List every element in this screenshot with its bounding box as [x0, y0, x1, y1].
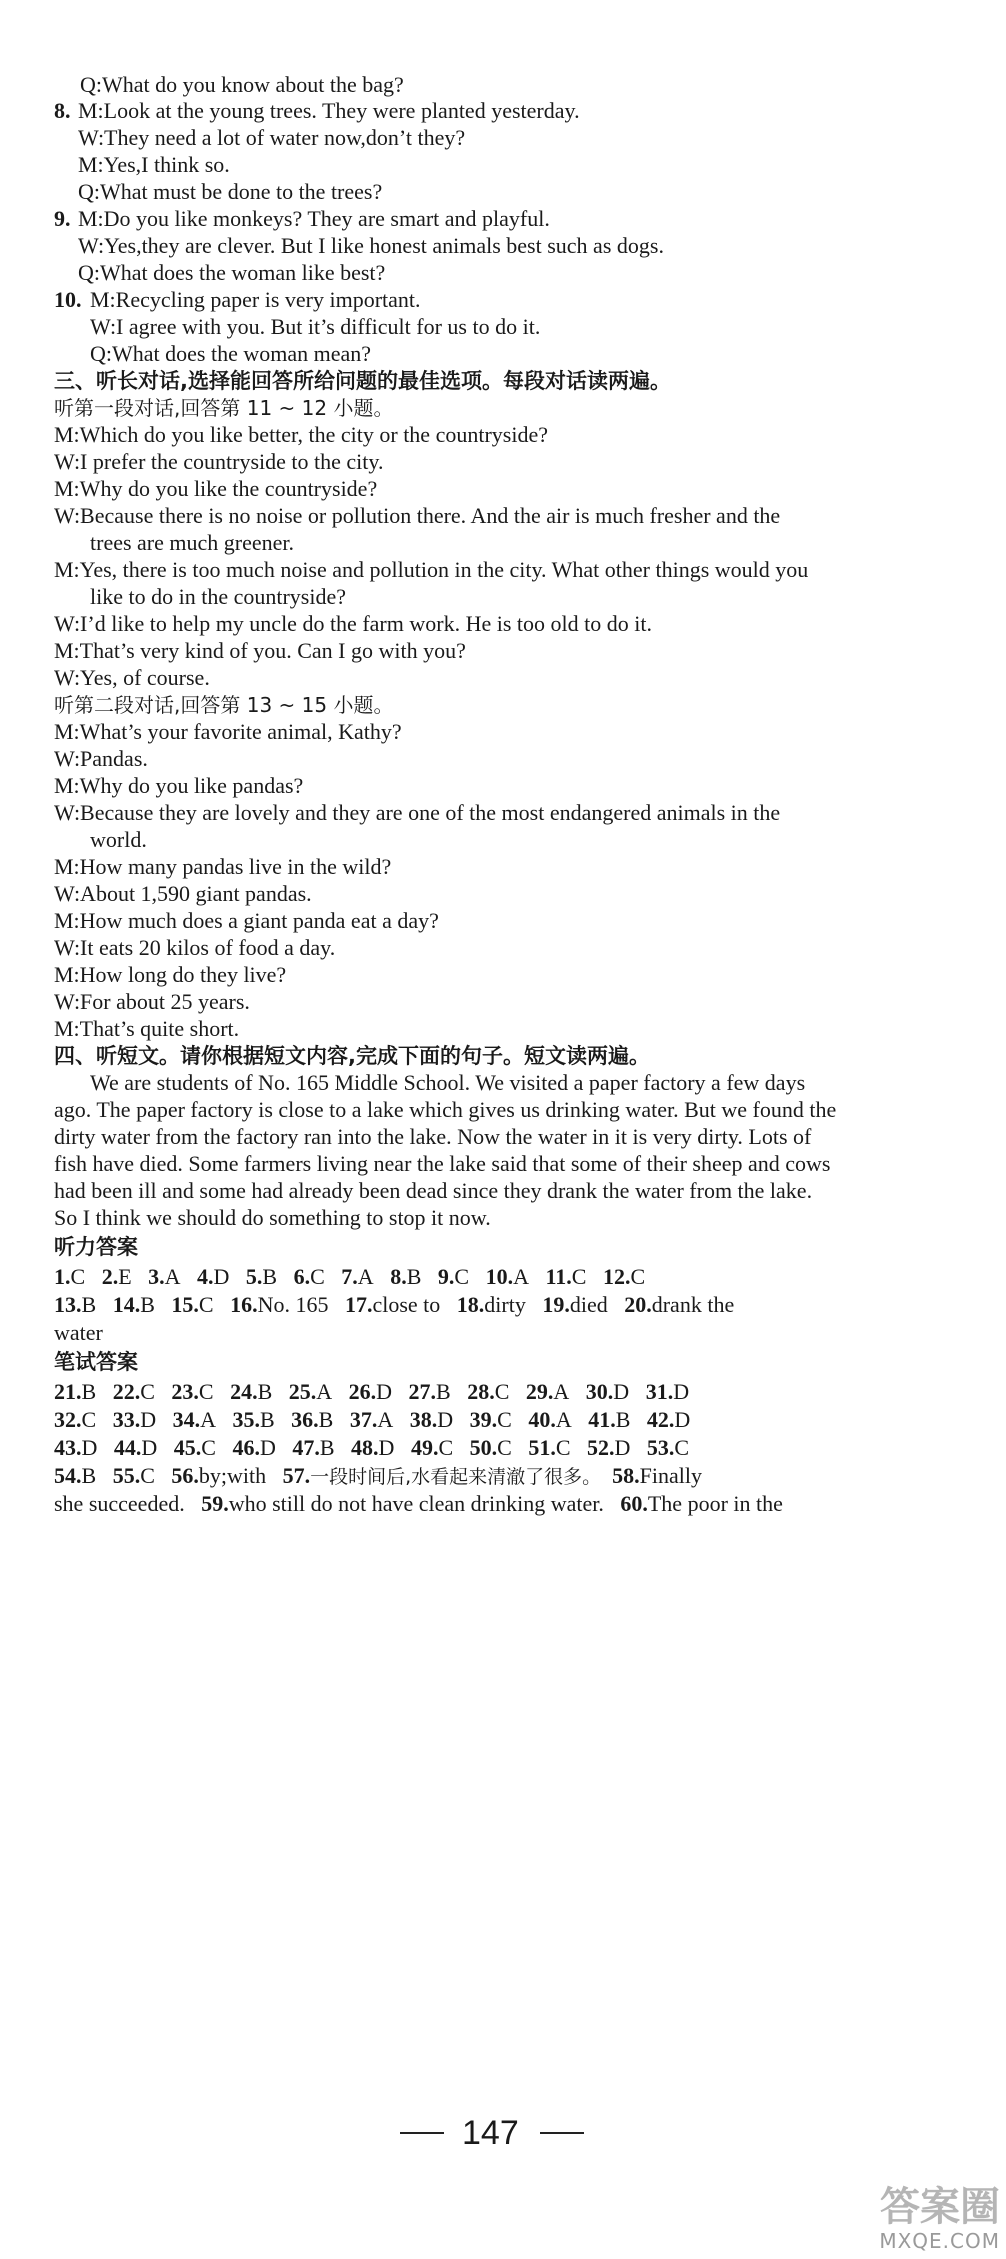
line: world.: [90, 827, 147, 852]
answer-val: Finally: [639, 1463, 702, 1488]
page-number-rule-right: [540, 2132, 584, 2134]
answer-val: B: [319, 1435, 335, 1460]
answer-val: A: [377, 1407, 394, 1432]
line: W:Because there is no noise or pollution there. And the air is much fresher and the: [54, 503, 781, 528]
answer-num: 37.: [349, 1407, 378, 1432]
answer-val: C: [140, 1379, 155, 1404]
line: trees are much greener.: [90, 530, 294, 555]
answer-num: 18.: [456, 1292, 485, 1317]
answer-val: drank the: [651, 1292, 735, 1317]
line: M:How long do they live?: [54, 962, 287, 987]
answer-val: D: [378, 1435, 395, 1460]
line: W:It eats 20 kilos of food a day.: [54, 935, 336, 960]
answer-val: A: [316, 1379, 333, 1404]
answer-val: C: [555, 1435, 571, 1460]
line: M:How much does a giant panda eat a day?: [54, 908, 439, 933]
answer-num: 39.: [469, 1407, 498, 1432]
answer-val: D: [614, 1435, 631, 1460]
line: M:How many pandas live in the wild?: [54, 854, 392, 879]
answer-num: 43.: [54, 1435, 82, 1460]
answer-val: B: [259, 1407, 275, 1432]
answer-num: 60.: [620, 1491, 648, 1516]
answer-num: 1.: [54, 1264, 71, 1289]
answer-val: D: [213, 1264, 230, 1289]
answer-num: 11.: [545, 1264, 572, 1289]
written-answers-title: 笔试答案: [54, 1350, 138, 1374]
line: W:I’d like to help my uncle do the farm work. He is too old to do it.: [54, 611, 652, 636]
answer-num: 48.: [351, 1435, 379, 1460]
answer-val: close to: [372, 1292, 441, 1317]
answer-num: 19.: [542, 1292, 570, 1317]
answer-val: by;with: [198, 1463, 267, 1488]
answer-val: D: [259, 1435, 276, 1460]
answer-val: D: [674, 1407, 691, 1432]
page-number-rule-left: [400, 2132, 444, 2134]
answer-val: D: [376, 1379, 393, 1404]
answer-num: 34.: [172, 1407, 201, 1432]
line-q-bag: Q:What do you know about the bag?: [80, 72, 404, 97]
passage-line: dirty water from the factory ran into the lake. Now the water in it is very dirty. Lots of: [54, 1124, 812, 1149]
answer-num: 4.: [197, 1264, 214, 1289]
answer-num: 55.: [112, 1463, 141, 1488]
answer-num: 8.: [390, 1264, 407, 1289]
answer-val: B: [436, 1379, 451, 1404]
answer-num: 49.: [410, 1435, 439, 1460]
answer-num: 3.: [148, 1264, 165, 1289]
answer-num: 46.: [232, 1435, 260, 1460]
answer-val: C: [438, 1435, 454, 1460]
answer-val: B: [81, 1463, 97, 1488]
line: M:Which do you like better, the city or the countryside?: [54, 422, 548, 447]
answer-num: 23.: [171, 1379, 199, 1404]
answer-val: C: [494, 1379, 510, 1404]
answer-val: B: [81, 1292, 97, 1317]
answer-num: 54.: [54, 1463, 82, 1488]
answer-row: [54, 1262, 645, 1292]
answer-num: 47.: [292, 1435, 320, 1460]
answer-num: 17.: [344, 1292, 373, 1317]
answer-val: A: [553, 1379, 570, 1404]
answer-wrap: water: [54, 1320, 103, 1345]
answer-num: 40.: [528, 1407, 556, 1432]
answer-num: 27.: [408, 1379, 437, 1404]
answer-num: 25.: [288, 1379, 317, 1404]
line: M:Yes, there is too much noise and pollution in the city. What other things would you: [54, 557, 809, 582]
line: M:Why do you like pandas?: [54, 773, 304, 798]
line: M:Yes,I think so.: [78, 152, 230, 177]
line: M:Do you like monkeys? They are smart and playful.: [78, 206, 550, 231]
answer-val: B: [257, 1379, 273, 1404]
answer-num: 53.: [646, 1435, 675, 1460]
answer-num: 36.: [291, 1407, 319, 1432]
line: M:Why do you like the countryside?: [54, 476, 378, 501]
answer-num: 31.: [645, 1379, 674, 1404]
answer-num: 9.: [437, 1264, 455, 1289]
answer-val: A: [164, 1264, 181, 1289]
answer-val: she succeeded.: [54, 1491, 185, 1516]
answer-row: [54, 1405, 690, 1435]
watermark: [879, 2185, 1000, 2253]
answer-val: A: [513, 1264, 529, 1289]
answer-num: 29.: [525, 1379, 554, 1404]
line: Q:What does the woman like best?: [78, 260, 386, 285]
answer-val: D: [140, 1407, 157, 1432]
answer-val: C: [198, 1292, 214, 1317]
answer-row: [54, 1461, 702, 1492]
answer-val: D: [81, 1435, 98, 1460]
answer-num: 13.: [54, 1292, 82, 1317]
watermark-logo: 答案圈: [880, 2184, 1000, 2230]
line: like to do in the countryside?: [90, 584, 346, 609]
line: W:Yes,they are clever. But I like honest animals best such as dogs.: [78, 233, 664, 258]
answer-val: B: [81, 1379, 97, 1404]
answer-row: [54, 1377, 689, 1407]
answer-val: D: [613, 1379, 630, 1404]
page-number: 147: [462, 2114, 519, 2152]
answer-num: 38.: [409, 1407, 438, 1432]
answer-val: B: [406, 1264, 422, 1289]
line: M:What’s your favorite animal, Kathy?: [54, 719, 402, 744]
line: Q:What does the woman mean?: [90, 341, 372, 366]
answer-num: 56.: [171, 1463, 199, 1488]
answer-num: 12.: [602, 1264, 631, 1289]
answer-val: D: [437, 1407, 454, 1432]
section-heading-4: 四、听短文。请你根据短文内容,完成下面的句子。短文读两遍。: [54, 1044, 650, 1068]
answer-val: A: [200, 1407, 216, 1432]
answer-num: 58.: [612, 1463, 640, 1488]
line: Q:What must be done to the trees?: [78, 179, 383, 204]
answer-num: 2.: [101, 1264, 119, 1289]
answer-val: D: [141, 1435, 158, 1460]
answer-num: 14.: [112, 1292, 141, 1317]
answer-num: 50.: [469, 1435, 498, 1460]
answer-val: A: [555, 1407, 572, 1432]
answer-val: C: [310, 1264, 325, 1289]
answer-row: [54, 1290, 734, 1320]
answer-val: who still do not have clean drinking water.: [228, 1491, 604, 1516]
answer-val: C: [497, 1435, 512, 1460]
line: W:About 1,590 giant pandas.: [54, 881, 312, 906]
answer-num: 35.: [232, 1407, 260, 1432]
answer-row: [54, 1489, 783, 1519]
answer-val: B: [140, 1292, 155, 1317]
answer-num: 28.: [467, 1379, 495, 1404]
passage-line: fish have died. Some farmers living near the lake said that some of their sheep and cows: [54, 1151, 831, 1176]
answer-num: 44.: [113, 1435, 142, 1460]
line: W:They need a lot of water now,don’t they?: [78, 125, 466, 150]
answer-num: 7.: [341, 1264, 358, 1289]
question-number: 10.: [54, 287, 82, 312]
answer-val: C: [674, 1435, 690, 1460]
answer-num: 59.: [201, 1491, 229, 1516]
line: M:Recycling paper is very important.: [90, 287, 421, 312]
answer-val: C: [140, 1463, 155, 1488]
answer-val: dirty: [484, 1292, 526, 1317]
line: W:Because they are lovely and they are one of the most endangered animals in the: [54, 800, 781, 825]
answer-num: 16.: [230, 1292, 258, 1317]
answer-val: C: [454, 1264, 470, 1289]
answer-val: C: [201, 1435, 216, 1460]
line: W:I prefer the countryside to the city.: [54, 449, 384, 474]
answer-num: 26.: [348, 1379, 377, 1404]
answer-val: C: [497, 1407, 512, 1432]
subheading-2: 听第二段对话,回答第 13 ~ 15 小题。: [54, 693, 394, 717]
passage-line: had been ill and some had already been dead since they drank the water from the lake.: [54, 1178, 813, 1203]
question-number: 9.: [54, 206, 71, 231]
line: W:Yes, of course.: [54, 665, 210, 690]
answer-num: 5.: [245, 1264, 263, 1289]
question-number: 8.: [54, 98, 71, 123]
answer-val: 一段时间后,水看起来清澈了很多。: [310, 1466, 602, 1488]
answer-num: 45.: [173, 1435, 202, 1460]
answer-num: 51.: [528, 1435, 556, 1460]
answer-num: 33.: [112, 1407, 141, 1432]
answer-num: 52.: [587, 1435, 615, 1460]
answer-num: 42.: [646, 1407, 675, 1432]
answer-val: C: [81, 1407, 97, 1432]
answer-val: B: [262, 1264, 278, 1289]
answer-row: [54, 1433, 689, 1463]
answer-num: 6.: [293, 1264, 311, 1289]
line: M:Look at the young trees. They were planted yesterday.: [78, 98, 580, 123]
answer-val: C: [571, 1264, 587, 1289]
answer-num: 22.: [112, 1379, 141, 1404]
line: M:That’s quite short.: [54, 1016, 240, 1041]
watermark-url: MXQE.COM: [879, 2229, 1000, 2253]
line: W:Pandas.: [54, 746, 148, 771]
answer-val: B: [615, 1407, 631, 1432]
answer-val: No. 165: [257, 1292, 329, 1317]
answer-num: 20.: [624, 1292, 652, 1317]
answer-val: C: [630, 1264, 646, 1289]
passage-line: We are students of No. 165 Middle School. We visited a paper factory a few days: [90, 1070, 806, 1095]
answer-num: 10.: [485, 1264, 514, 1289]
answer-num: 15.: [171, 1292, 199, 1317]
subheading-1: 听第一段对话,回答第 11 ~ 12 小题。: [54, 396, 394, 420]
answer-val: D: [673, 1379, 690, 1404]
answer-num: 30.: [585, 1379, 614, 1404]
answer-num: 24.: [230, 1379, 258, 1404]
answer-num: 41.: [588, 1407, 616, 1432]
answer-val: died: [569, 1292, 608, 1317]
section-heading-3: 三、听长对话,选择能回答所给问题的最佳选项。每段对话读两遍。: [54, 369, 671, 393]
answer-num: 32.: [54, 1407, 82, 1432]
line: W:For about 25 years.: [54, 989, 250, 1014]
answer-val: C: [198, 1379, 214, 1404]
line: M:That’s very kind of you. Can I go with you?: [54, 638, 466, 663]
passage-line: So I think we should do something to stop it now.: [54, 1205, 491, 1230]
answer-val: E: [118, 1264, 132, 1289]
answer-val: C: [70, 1264, 86, 1289]
answer-num: 57.: [282, 1463, 311, 1488]
line: W:I agree with you. But it’s difficult for us to do it.: [90, 314, 541, 339]
answer-num: 21.: [54, 1379, 82, 1404]
listening-answers-title: 听力答案: [54, 1235, 138, 1259]
answer-val: The poor in the: [647, 1491, 783, 1516]
answer-val: B: [318, 1407, 334, 1432]
answer-val: A: [357, 1264, 374, 1289]
passage-line: ago. The paper factory is close to a lake which gives us drinking water. But we found the: [54, 1097, 837, 1122]
